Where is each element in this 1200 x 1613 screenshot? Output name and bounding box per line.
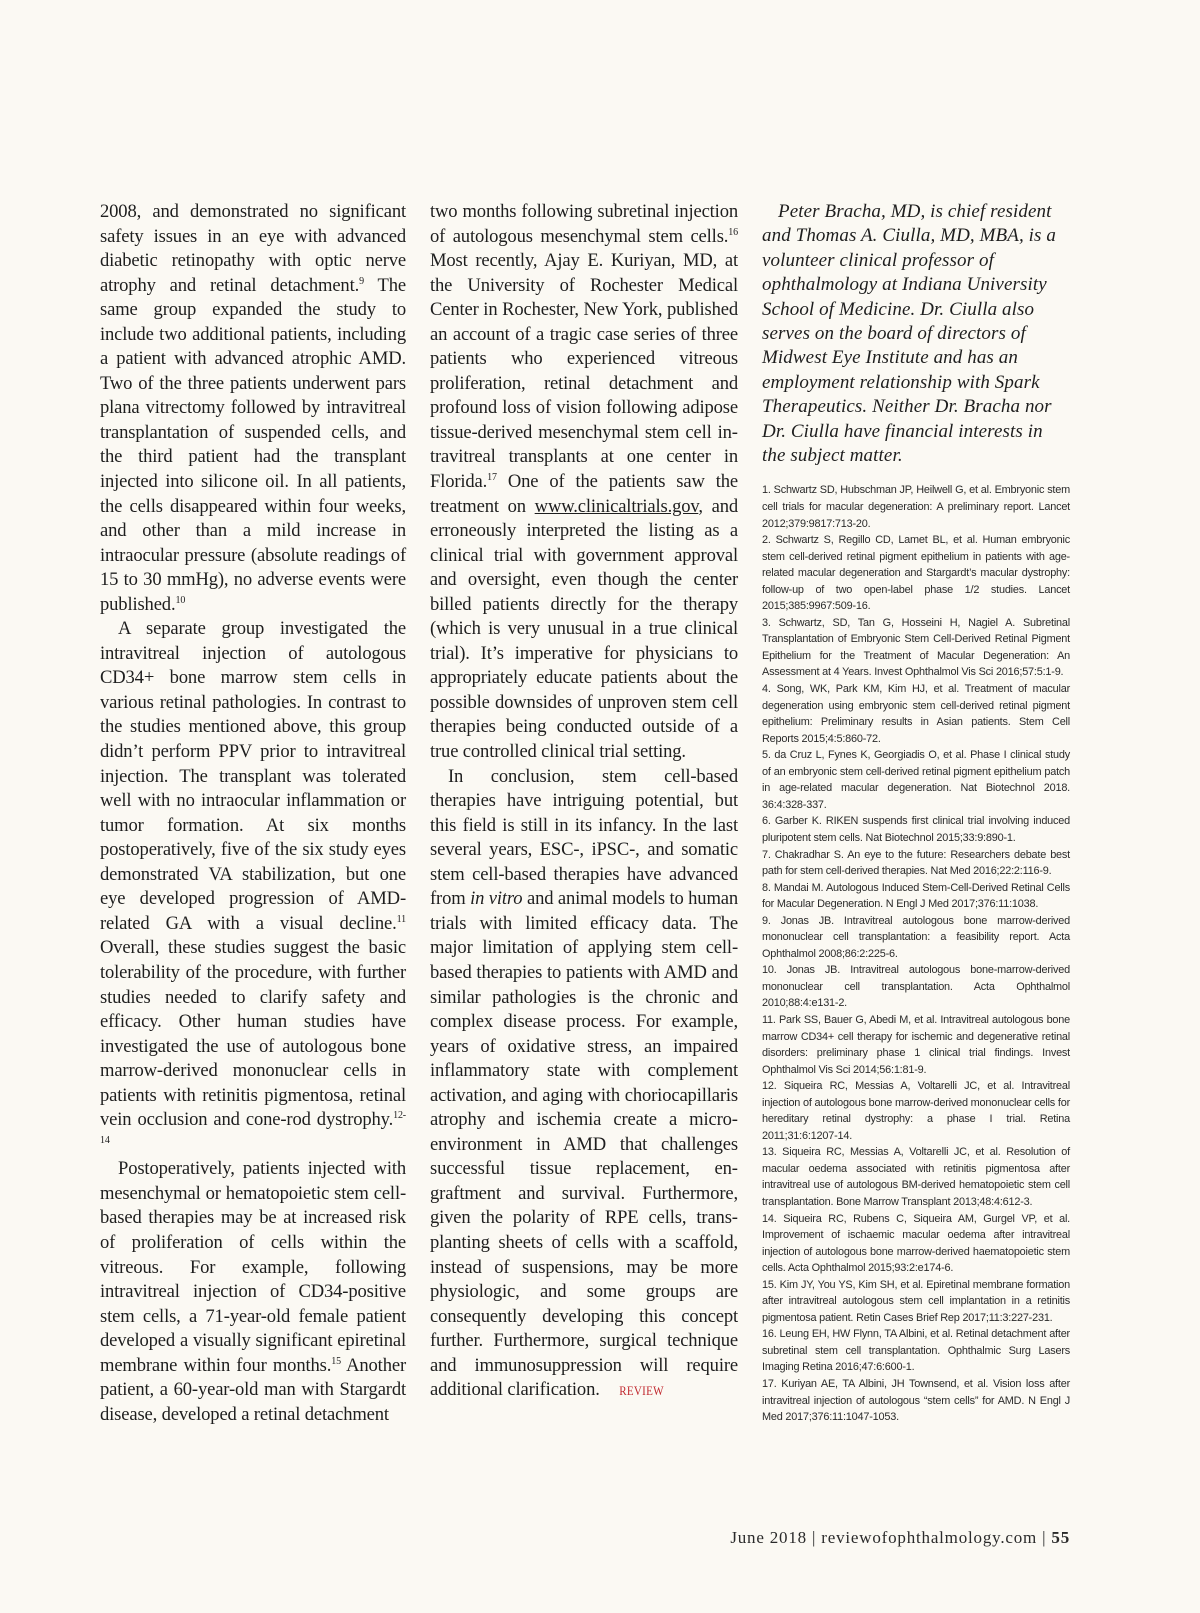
text-segment: The same group expanded the study to include two additional patients, including a patient with advanced atrophic AMD. Two of the three patients underwent pars plana vitrectomy followed by intravitreal transplantation of suspended cells, and the third patient had the transplant injected into silicone oil. In all patients, the cells disappeared within four weeks, and other than a mild increase in intraocular pressure (absolute readings of 15 to 30 mmHg), no adverse events were published. [100,274,406,615]
left-column [100,200,406,1427]
page-number: 55 [1051,1528,1070,1547]
review-end-mark: REVIEW [619,1383,664,1399]
text-segment: A separate group investigated the intravitreal injection of autologous CD34+ bone marrow stem cells in various retinal pathologies. In contrast to the studies mentioned above, this group didn’t perform PPV prior to intravitreal injection. The transplant was tolerated well with no intraocular inflammation or tumor formation. At six months postoperatively, five of the six study eyes demonstrated VA stabilization, but one eye developed progression of AMD-related GA with a visual decline. [100,618,406,934]
text-segment: , and erroneously interpreted the listing as a clinical trial with government approval and oversight, even though the center billed patients directly for the therapy (which is very unusual in a true clinical trial). It’s imperative for physicians to appropriately educate patients about the possible downsides of unproven stem cell therapies being conducted outside of a true controlled clinical trial setting. [430,495,738,763]
reference-item: 15. Kim JY, You YS, Kim SH, et al. Epiretinal membrane formation after intravitreal autologous stem cell implantation in a retinitis pigmentosa patient. Retin Cases Brief Rep 2017;11:3:227-231. [762,1278,1070,1324]
left-paragraph [100,617,406,1157]
reference-item: 5. da Cruz L, Fynes K, Georgiadis O, et al. Phase I clinical study of an embryonic stem cell-derived retinal pigment epithelium patch in age-related macular degeneration. Nat Biotechnol 2018. 36:4:328-337. [762,749,1070,811]
reference-item: 3. Schwartz, SD, Tan G, Hosseini H, Nagiel A. Subretinal Transplantation of Embryonic Stem Cell-Derived Retinal Pigment Epithelium for the Treatment of Macular Degeneration: An Assessment at 4 Years. Invest Ophthalmol Vis Sci 2016;57:5:1-9. [762,616,1070,679]
author-note: Peter Bracha, MD, is chief resident and Thomas A. Ciulla, MD, MBA, is a volunteer clinical professor of ophthalmology at Indiana University School of Medicine. Dr. Ciulla also serves on the board of directors of Midwest Eye Institute and has an employment relationship with Spark Therapeutics. Neither Dr. Bracha nor Dr. Ciulla have financial interests in the subject matter. [762,201,1056,467]
middle-paragraph [430,765,738,1404]
text-segment: One of the patients saw the treatment on [430,471,738,517]
citation-superscript: 9 [359,275,364,287]
left-paragraph [100,200,406,617]
reference-item: 1. Schwartz SD, Hubschman JP, Heilwell G, et al. Embryonic stem cell trials for macular degeneration: A preliminary report. Lancet 2012;379:9817:713-20. [762,484,1070,530]
footer-site: reviewofophthalmology.com [821,1528,1038,1547]
text-segment: Most recently, Ajay E. Kuriyan, MD, at the University of Rochester Medical Center in Rochester, New York, published an account of a tragic case series of three patients who experienced vitreous proliferation, retinal detachment and profound loss of vision following adipose tissue-derived mesenchymal stem cell intravitreal transplants at one center in Florida. [430,250,738,493]
text-segment: In conclusion, stem cell-based therapies have intriguing potential, but this field is still in its infancy. In the last several years, ESC-, iPSC-, and somatic stem cell-based therapies have advanced from [430,765,738,910]
reference-item: 6. Garber K. RIKEN suspends first clinical trial involving induced pluripotent stem cells. Nat Biotechnol 2015;33:9:890-1. [762,815,1070,844]
reference-item: 7. Chakradhar S. An eye to the future: Researchers debate best path for stem cell-derived therapies. Nat Med 2016;22:2:116-9. [762,848,1070,878]
citation-superscript: 12-14 [100,1110,406,1146]
footer-separator-1: | [812,1528,817,1547]
right-column [762,200,1070,1426]
left-paragraph [100,1157,406,1427]
footer-separator-2: | [1042,1528,1047,1547]
reference-item: 10. Jonas JB. Intravitreal autologous bone-marrow-derived mononuclear cell transplantation. Acta Ophthalmol 2010;88:4:e131-2. [762,964,1070,1010]
reference-item: 11. Park SS, Bauer G, Abedi M, et al. Intravitreal autologous bone marrow CD34+ cell therapy for ischemic and degenerative retinal disorders: preliminary phase 1 clinical trial findings. Invest Ophthalmol Vis Sci 2014;56:1:81-9. [762,1013,1070,1076]
citation-superscript: 10 [175,594,186,606]
text-segment: two months following subretinal injection of autologous mesenchymal stem cells. [430,201,738,247]
clinicaltrials-link[interactable]: www.clinicaltrials.gov [534,495,699,517]
reference-item: 17. Kuriyan AE, TA Albini, JH Townsend, et al. Vision loss after intravitreal injection of autologous “stem cells” for AMD. N Engl J Med 2017;376:11:1047-1053. [762,1378,1070,1424]
text-segment: Postoperatively, patients injected with mesenchymal or hematopoietic stem cell-based therapies may be at increased risk of proliferation of cells within the vitreous. For example, following intravitreal injection of CD34-positive stem cells, a 71-year-old female patient developed a visually significant epiretinal membrane within four months. [100,1158,406,1376]
text-segment: Another patient, a 60-year-old man with Stargardt disease, developed a retinal detachment [100,1354,406,1425]
middle-paragraph [430,200,738,765]
text-segment: Overall, these studies suggest the basic tolerability of the procedure, with further studies needed to clarify safety and efficacy. Other human studies have investigated the use of autologous bone marrow-derived mononuclear cells in patients with retinitis pigmentosa, retinal vein occlusion and cone-rod dystrophy. [100,937,406,1131]
footer-date: June 2018 [730,1528,807,1547]
citation-superscript: 15 [331,1355,341,1367]
citation-superscript: 16 [728,226,738,238]
reference-item: 13. Siqueira RC, Messias A, Voltarelli JC, et al. Resolution of macular oedema associated with retinitis pigmentosa after intravitreal use of autologous BM-derived hematopoietic stem cell transplantation. Bone Marrow Transplant 2013;48:4:612-3. [762,1146,1070,1208]
citation-superscript: 17 [487,471,497,483]
middle-column [430,200,738,1404]
text-segment: and animal models to human trials with limited efficacy data. The major limitation of applying stem cell-based therapies to patients with AMD and similar pathologies is the chronic and complex disease process. For example, years of oxidative stress, an impaired inflammatory state with complement activation, and aging with choriocapillaris atrophy and ischemia create a microenvironment in AMD that challenges successful tissue replacement, engraftment and survival. Furthermore, given the polarity of RPE cells, transplanting sheets of cells with a scaffold, instead of suspensions, may be more physiologic, and some groups are consequently developing this concept further. Furthermore, surgical technique and immunosuppression will require additional clarification. [430,888,739,1401]
text-segment: 2008, and demonstrated no significant safety issues in an eye with advanced diabetic retinopathy with optic nerve atrophy and retinal detachment. [100,201,406,296]
page-footer [730,1528,1070,1548]
reference-item: 12. Siqueira RC, Messias A, Voltarelli JC, et al. Intravitreal injection of autologous bone marrow-derived mononuclear cells for hereditary retinal dystrophy: a phase I trial. Retina 2011;31:6:1207-14. [762,1080,1070,1142]
reference-item: 4. Song, WK, Park KM, Kim HJ, et al. Treatment of macular degeneration using embryonic stem cell-derived retinal pigment epithelium: Preliminary results in Asian patients. Stem Cell Reports 2015;4:5:860-72. [762,683,1070,745]
reference-item: 16. Leung EH, HW Flynn, TA Albini, et al. Retinal detachment after subretinal stem cell transplantation. Ophthalmic Surg Lasers Imaging Retina 2016;47:6:600-1. [762,1328,1070,1374]
reference-item: 9. Jonas JB. Intravitreal autologous bone marrow-derived mononuclear cell transplantation: a feasibility report. Acta Ophthalmol 2008;86:2:225-6. [762,914,1070,960]
references-list [762,482,1070,1425]
reference-item: 8. Mandai M. Autologous Induced Stem-Cell-Derived Retinal Cells for Macular Degeneration. N Engl J Med 2017;376:11:1038. [762,881,1070,911]
reference-item: 2. Schwartz S, Regillo CD, Lamet BL, et al. Human embryonic stem cell-derived retinal pigment epithelium in patients with age-related macular degeneration and Stargardt’s macular dystrophy: follow-up of two open-label phase 1/2 studies. Lancet 2015;385:9967:509-16. [762,534,1070,613]
citation-superscript: 11 [396,913,406,925]
italic-text: in vitro [470,888,523,910]
reference-item: 14. Siqueira RC, Rubens C, Siqueira AM, Gurgel VP, et al. Improvement of ischaemic macular oedema after intravitreal injection of autologous bone marrow-derived haematopoietic stem cells. Acta Ophthalmol 2015;93:2:e174-6. [762,1212,1070,1275]
